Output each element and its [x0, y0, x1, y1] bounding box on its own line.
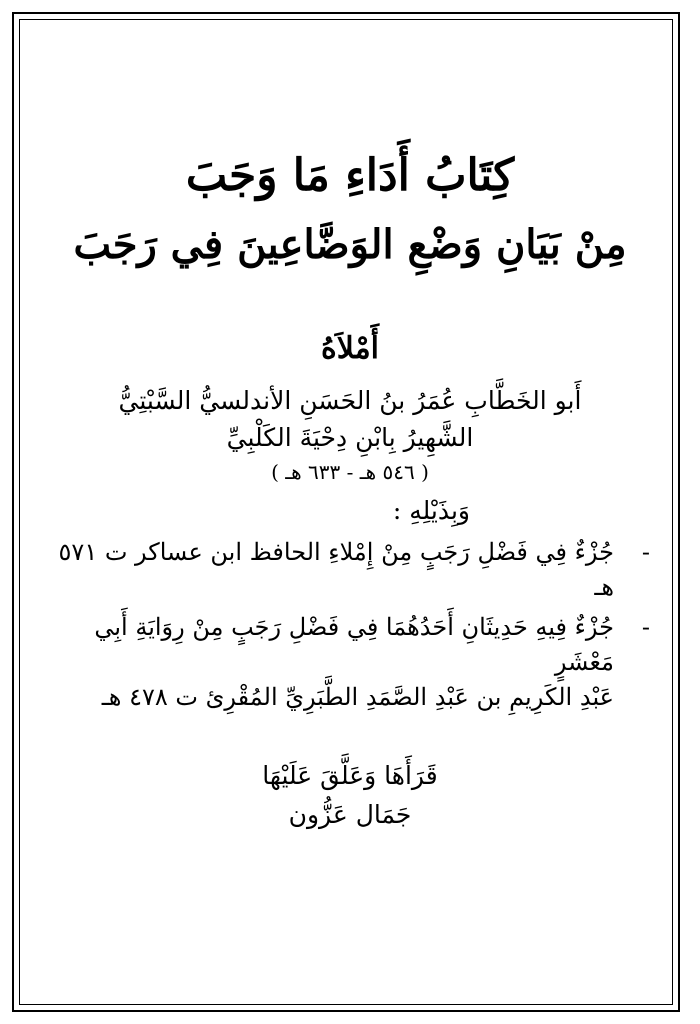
list-dash: - — [641, 537, 650, 566]
appendix-item-continuation: عَبْدِ الكَرِيمِ بن عَبْدِ الصَّمَدِ الطَّبَرِيِّ المُقْرِئ ت ٤٧٨ هـ — [101, 682, 614, 711]
dictated-by-heading: أَمْلاَهُ — [320, 330, 380, 366]
author-known-as: الشَّهِيرُ بِابْنِ دِحْيَةَ الكَلْبِيِّ — [226, 422, 474, 452]
author-name: أَبو الخَطَّابِ عُمَرُ بنُ الحَسَنِ الأندلسيُّ السَّبْتِيُّ — [118, 385, 582, 415]
page-content — [40, 150, 660, 829]
appendix-list — [40, 535, 660, 715]
list-dash: - — [641, 613, 650, 642]
appended-label: وَبِذَيْلِهِ : — [392, 495, 470, 525]
book-title-line-1: كِتَابُ أَدَاءِ مَا وَجَبَ — [185, 150, 515, 201]
appendix-item-text: جُزْءٌ فِيهِ حَدِيثَانِ أَحَدُهُمَا فِي فَضْلِ رَجَبٍ مِنْ رِوَايَةِ أَبِي مَعْشَرٍ — [94, 613, 614, 677]
appendix-item — [40, 610, 650, 680]
appendix-item-text: جُزْءٌ فِي فَضْلِ رَجَبٍ مِنْ إِمْلاءِ الحافظ ابن عساكر ت ٥٧١ هـ — [58, 537, 614, 601]
editor-name: جَمَال عَزُّون — [288, 799, 412, 829]
read-and-annotated-label: قَرَأَهَا وَعَلَّقَ عَلَيْهَا — [262, 760, 438, 790]
book-title-line-2: مِنْ بَيَانِ وَضْعِ الوَضَّاعِينَ فِي رَجَبَ — [73, 220, 627, 268]
appendix-item — [40, 535, 650, 605]
author-dates: ( ٥٤٦ هـ - ٦٣٣ هـ ) — [271, 459, 429, 484]
